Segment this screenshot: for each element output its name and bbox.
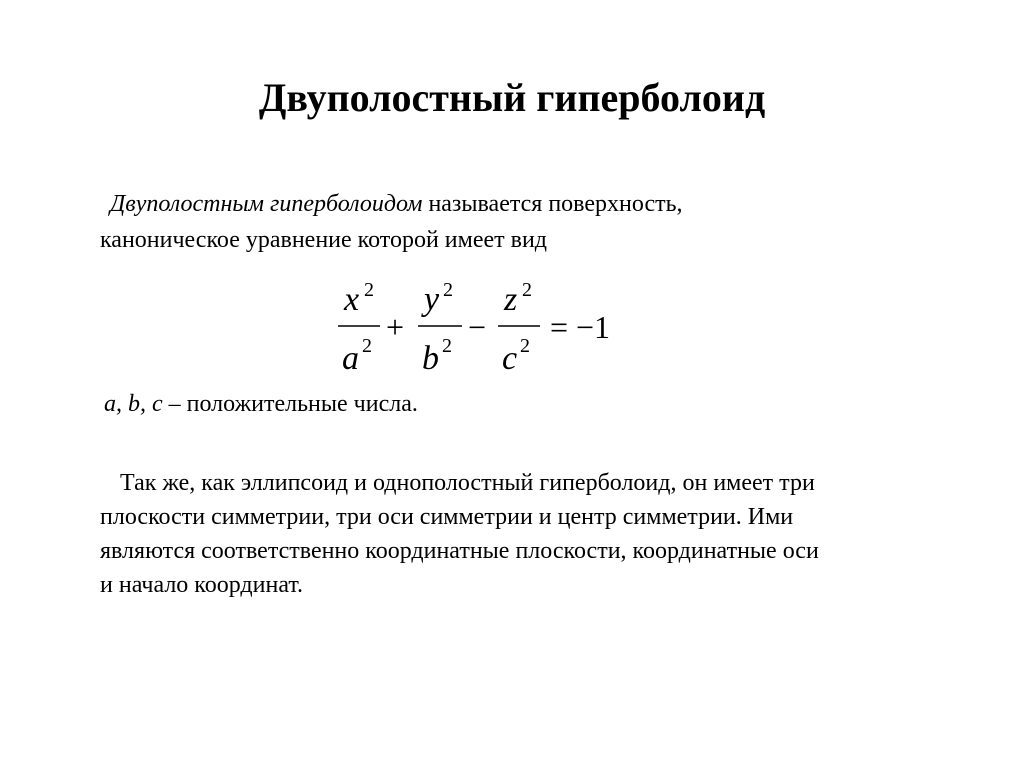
- definition-line-1: [100, 186, 960, 222]
- parameter-names: a, b, c: [104, 391, 163, 417]
- denominator-c: c: [502, 340, 518, 377]
- right-hand-side: −1: [576, 309, 611, 345]
- parameter-description: – положительные числа.: [162, 391, 418, 417]
- symmetry-line-1: Так же, как эллипсоид и однополостный гиперболоид, он имеет три: [120, 470, 815, 496]
- denominator-a: a: [342, 340, 359, 377]
- symmetry-paragraph: [100, 466, 980, 602]
- definition-line-1-rest: называется поверхность,: [422, 191, 683, 217]
- symmetry-line-3: являются соответственно координатные плоскости, координатные оси: [100, 538, 819, 564]
- fraction-x-over-a: [338, 279, 380, 377]
- symmetry-line-4: и начало координат.: [100, 572, 304, 598]
- symmetry-line-2: плоскости симметрии, три оси симметрии и центр симметрии. Ими: [100, 504, 794, 530]
- minus-operator: −: [468, 309, 487, 345]
- canonical-equation: [330, 272, 650, 382]
- denominator-c-power: 2: [520, 335, 530, 357]
- fraction-y-over-b: [418, 279, 462, 377]
- plus-operator: +: [386, 309, 405, 345]
- denominator-a-power: 2: [362, 335, 372, 357]
- slide-title: Двуполостный гиперболоид: [258, 75, 766, 120]
- numerator-x-power: 2: [364, 279, 374, 301]
- numerator-y: y: [424, 281, 440, 318]
- definition-paragraph: [100, 186, 960, 258]
- fraction-z-over-c: [498, 279, 540, 377]
- numerator-x: x: [344, 281, 360, 318]
- parameters-note: [104, 386, 804, 422]
- numerator-y-power: 2: [443, 279, 453, 301]
- numerator-z-power: 2: [522, 279, 532, 301]
- numerator-z: z: [504, 281, 518, 318]
- defined-term: Двуполостным гиперболоидом: [110, 191, 423, 217]
- equals-sign: =: [550, 309, 569, 345]
- denominator-b-power: 2: [442, 335, 452, 357]
- definition-line-2: каноническое уравнение которой имеет вид: [100, 227, 548, 253]
- denominator-b: b: [422, 340, 439, 377]
